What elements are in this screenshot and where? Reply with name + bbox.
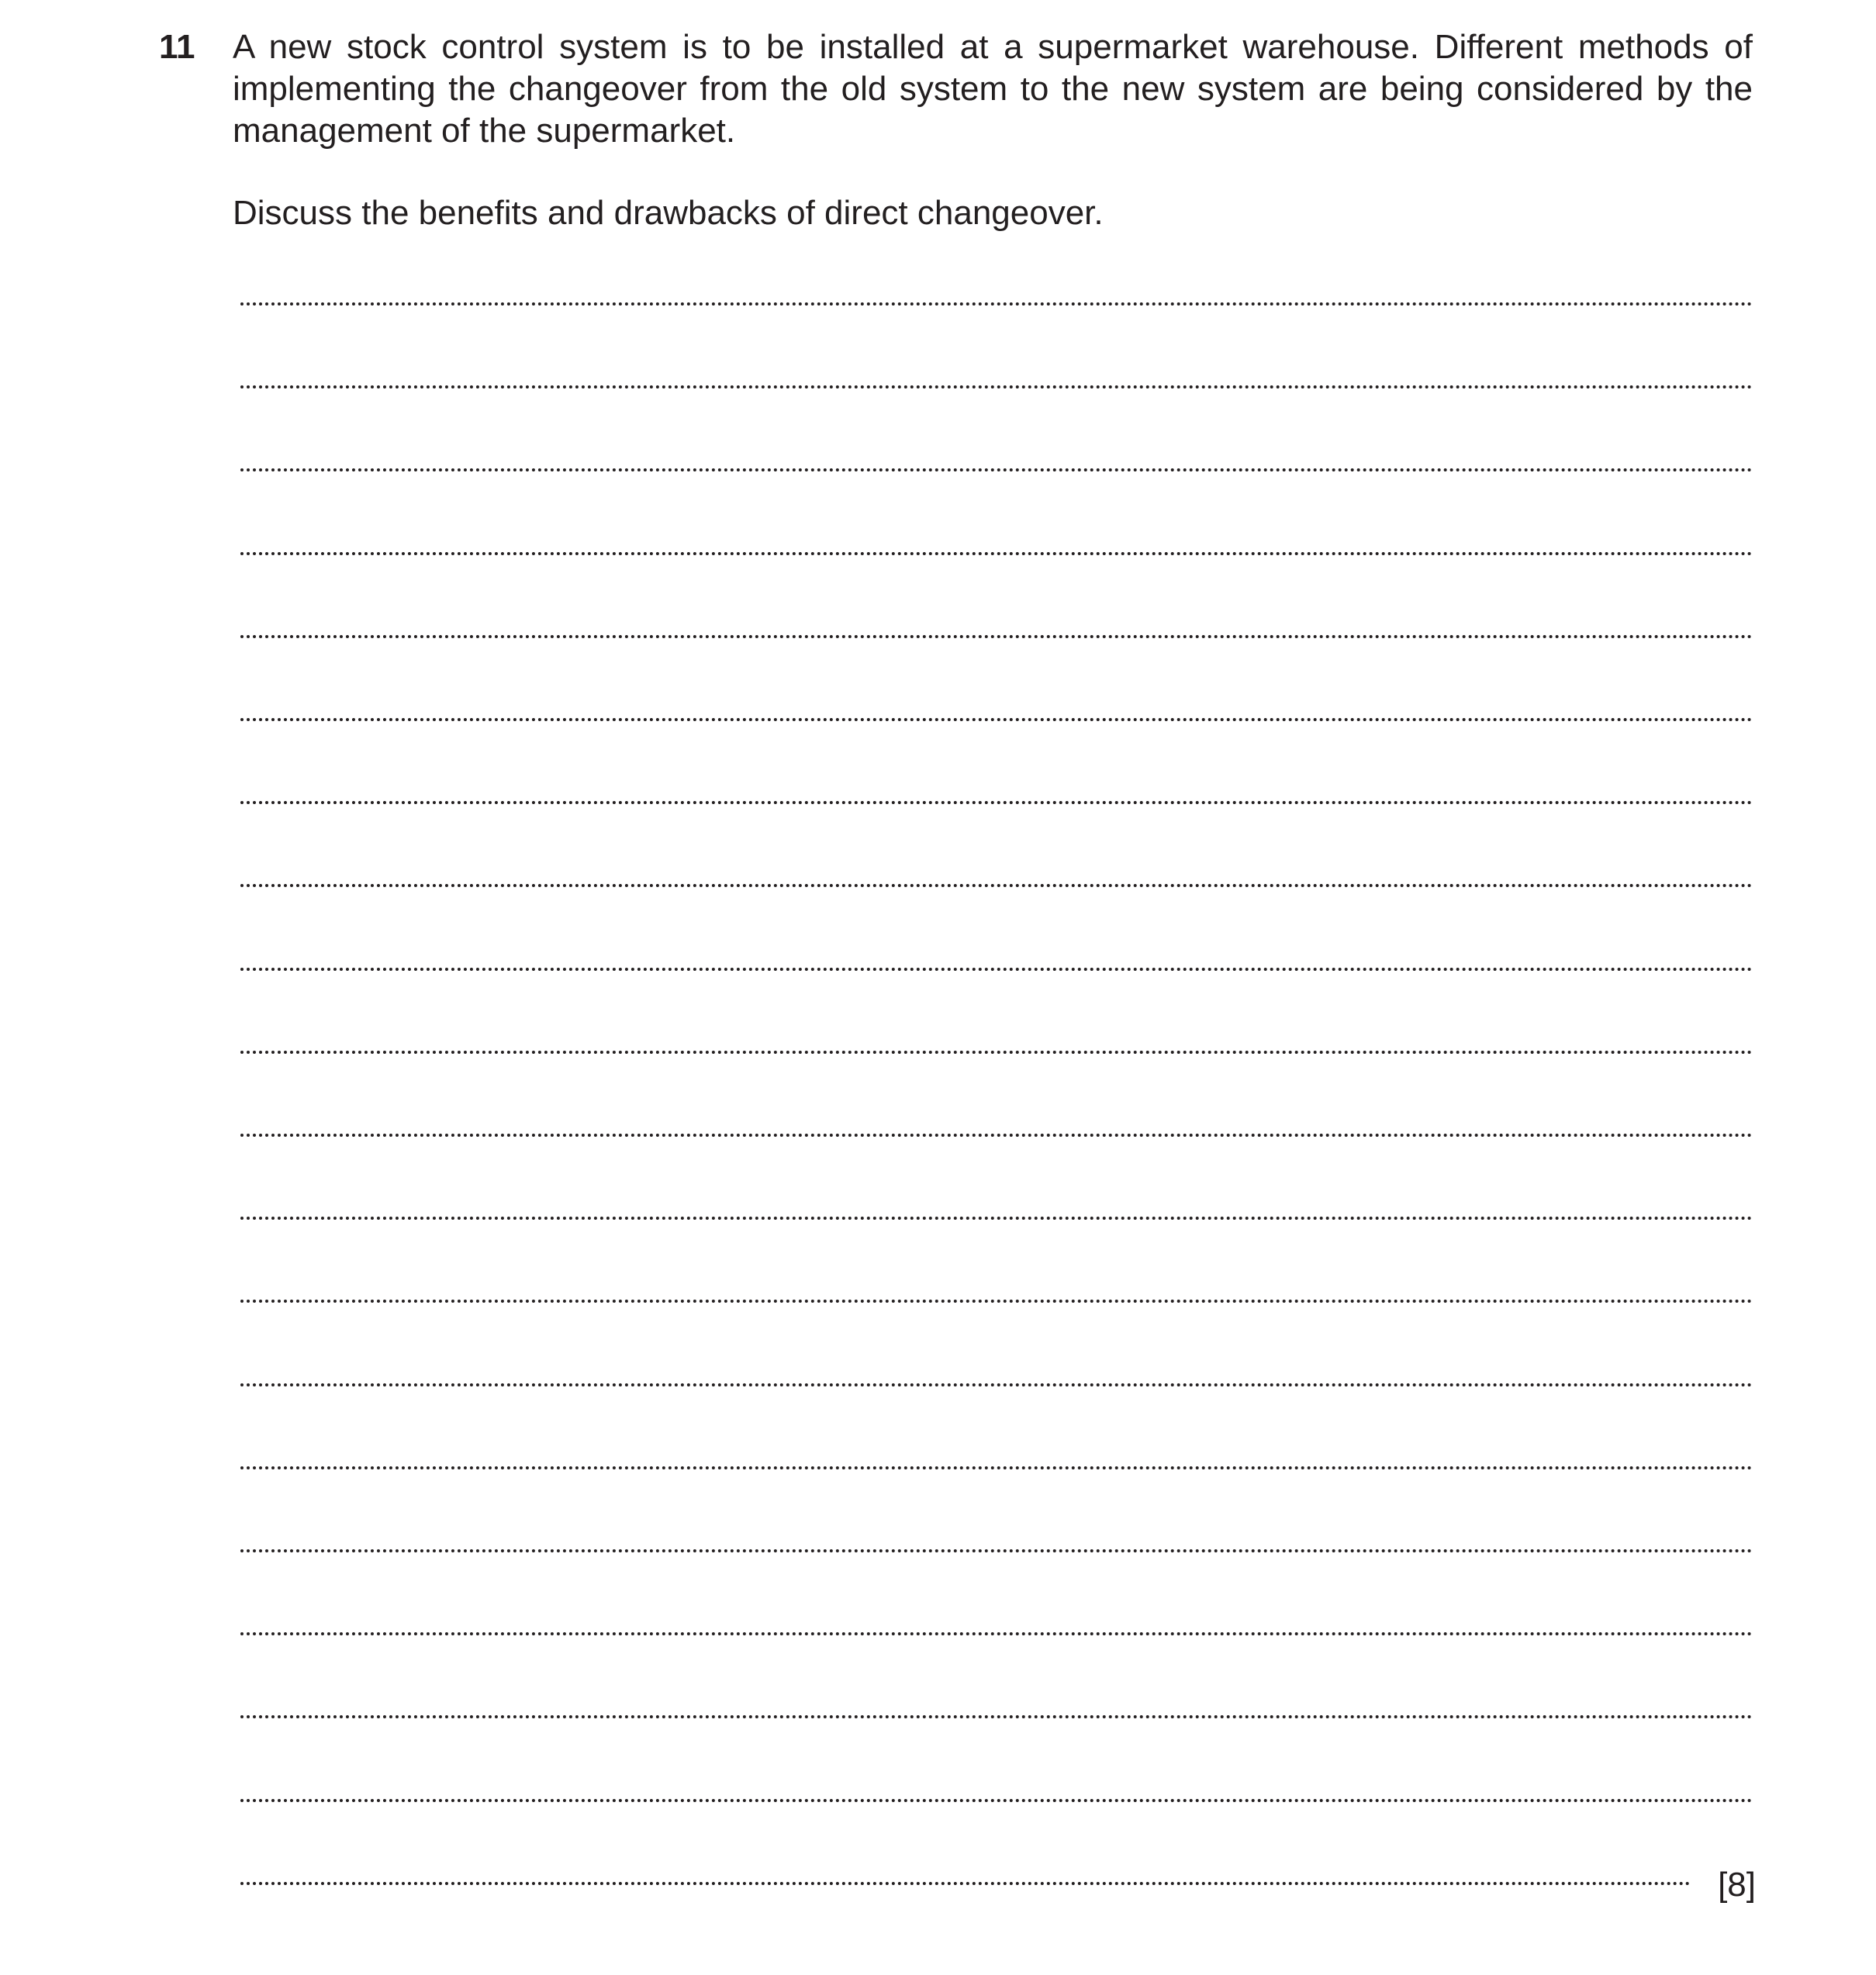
answer-line[interactable] [240, 385, 1753, 388]
answer-line[interactable] [240, 1549, 1753, 1552]
marks-label: [8] [1718, 1866, 1756, 1904]
answer-line[interactable] [240, 468, 1753, 471]
answer-area[interactable] [240, 0, 1753, 1975]
answer-line[interactable] [240, 718, 1753, 721]
question-text-line-1: A new stock control system is to be installed at a supermarket warehouse. Different methods of [233, 28, 1753, 66]
answer-line[interactable] [240, 1217, 1753, 1220]
answer-line[interactable] [240, 1300, 1753, 1303]
question-number: 11 [159, 28, 195, 66]
answer-line[interactable] [240, 552, 1753, 555]
answer-line[interactable] [240, 1632, 1753, 1635]
question-instruction: Discuss the benefits and drawbacks of direct changeover. [233, 194, 1104, 232]
question-text-line-3: management of the supermarket. [233, 112, 736, 150]
answer-line[interactable] [240, 635, 1753, 638]
answer-line[interactable] [240, 302, 1753, 306]
answer-line[interactable] [240, 1466, 1753, 1469]
answer-line[interactable] [240, 884, 1753, 887]
answer-line[interactable] [240, 801, 1753, 804]
answer-line[interactable] [240, 1383, 1753, 1386]
question-text-line-2: implementing the changeover from the old system to the new system are being considered by the [233, 70, 1753, 108]
answer-line[interactable] [240, 1134, 1753, 1137]
answer-line[interactable] [240, 1715, 1753, 1718]
answer-line[interactable] [240, 1882, 1691, 1885]
answer-line[interactable] [240, 1051, 1753, 1054]
answer-line[interactable] [240, 968, 1753, 971]
answer-line[interactable] [240, 1799, 1753, 1802]
